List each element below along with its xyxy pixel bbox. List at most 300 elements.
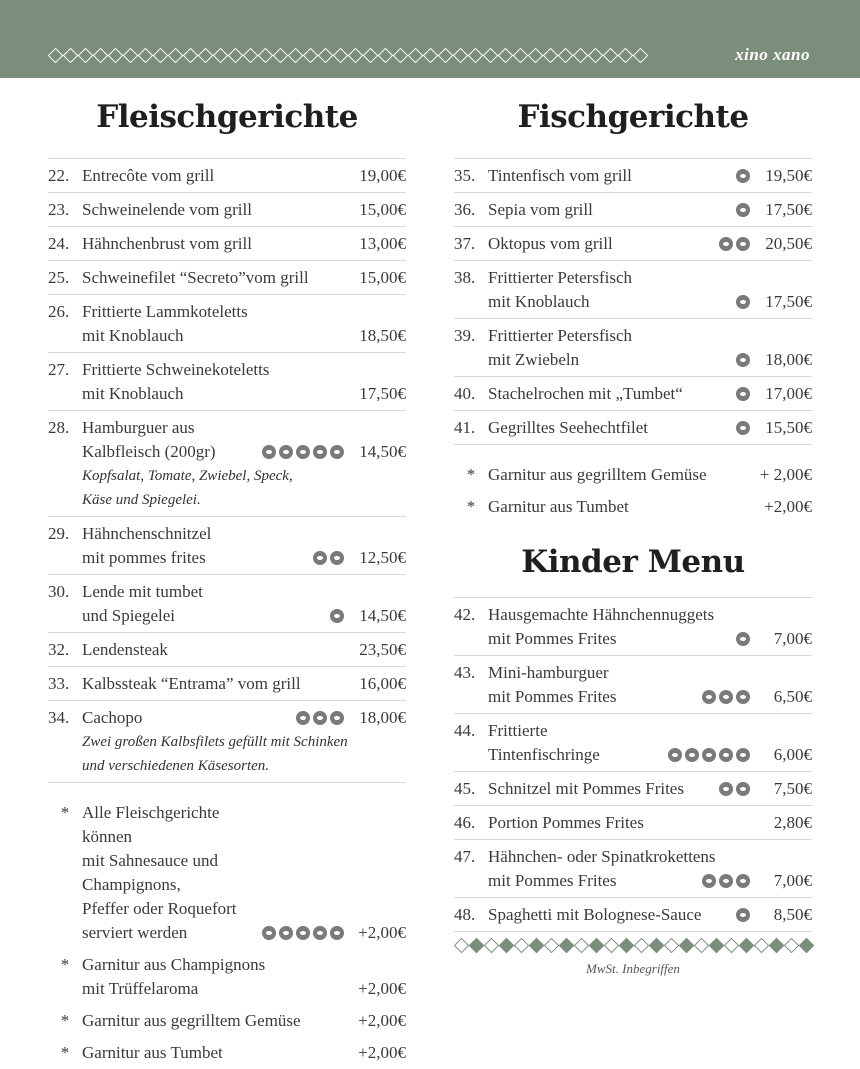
item-name: Portion Pommes Frites <box>488 813 644 832</box>
sulphite-icon <box>330 445 344 459</box>
diamond-icon <box>633 48 647 62</box>
item-price: 15,50€ <box>765 418 812 437</box>
item-name: Hamburguer aus <box>82 418 195 437</box>
section-title-kids: Kinder Menu <box>521 544 745 580</box>
garnish-note <box>48 949 406 1005</box>
allergen-icons <box>296 711 344 725</box>
egg-icon <box>279 445 293 459</box>
menu-item <box>454 772 812 806</box>
diamond-icon <box>543 48 557 62</box>
note-line: Garnitur aus Tumbet <box>82 1043 223 1062</box>
item-number: 32. <box>48 640 70 659</box>
item-price: 7,00€ <box>773 871 812 890</box>
note-price: +2,00€ <box>358 1011 406 1030</box>
section-title-meat: Fleischgerichte <box>96 99 358 135</box>
fish-icon <box>736 421 750 435</box>
item-price: 17,00€ <box>765 384 812 403</box>
diamond-icon <box>183 48 197 62</box>
menu-item <box>454 319 812 377</box>
diamond-icon <box>513 48 527 62</box>
diamond-icon <box>754 938 768 952</box>
asterisk: * <box>60 955 70 974</box>
item-line <box>454 685 812 709</box>
item-description: und verschiedenen Käsesorten. <box>82 758 270 774</box>
note-text <box>82 953 350 1001</box>
diamond-icon <box>694 938 708 952</box>
item-price: 14,50€ <box>359 442 406 461</box>
allergen-icons <box>702 874 750 888</box>
menu-item <box>48 701 406 783</box>
item-number: 22. <box>48 166 70 185</box>
header-band <box>0 0 860 78</box>
allergen-icons <box>736 387 750 401</box>
diamond-icon <box>318 48 332 62</box>
allergen-icons <box>736 295 750 309</box>
note-line: Pfeffer oder Roquefort <box>82 899 237 918</box>
gluten-icon <box>719 782 733 796</box>
item-name: Cachopo <box>82 708 143 727</box>
item-line <box>454 777 812 801</box>
celery-icon <box>736 874 750 888</box>
gluten-icon <box>668 748 682 762</box>
brand-name: xino xano <box>735 45 810 64</box>
note-line: mit Sahnesauce und Champignons, <box>82 851 218 894</box>
milk-icon <box>719 237 733 251</box>
egg-icon <box>736 632 750 646</box>
diamond-icon <box>469 938 483 952</box>
item-number: 46. <box>454 813 476 832</box>
item-name: mit Knoblauch <box>82 384 184 403</box>
item-line <box>454 198 812 222</box>
sesame-icon <box>736 690 750 704</box>
diamond-icon <box>799 938 813 952</box>
diamond-icon <box>574 938 588 952</box>
diamond-icon <box>348 48 362 62</box>
note-price: + 2,00€ <box>759 465 812 484</box>
item-line <box>48 198 406 222</box>
asterisk: * <box>466 465 476 484</box>
section-title-fish: Fischgerichte <box>517 99 749 135</box>
diamond-icon <box>258 48 272 62</box>
mustard-icon <box>719 690 733 704</box>
allergen-icons <box>719 782 750 796</box>
mustard-icon <box>313 445 327 459</box>
diamond-icon <box>153 48 167 62</box>
diamond-icon <box>408 48 422 62</box>
item-name: mit Zwiebeln <box>488 350 580 369</box>
allergen-icons <box>668 748 750 762</box>
note-line: serviert werden <box>82 923 188 942</box>
item-line <box>48 440 406 464</box>
item-name: mit Pommes Frites <box>488 871 617 890</box>
asterisk: * <box>60 1011 70 1030</box>
diamond-icon <box>123 48 137 62</box>
item-number: 27. <box>48 360 70 379</box>
menu-item <box>48 227 406 261</box>
menu-item <box>454 159 812 193</box>
item-name: Frittierter Petersfisch <box>488 268 632 287</box>
diamond-icon <box>453 48 467 62</box>
mollusc-icon <box>736 169 750 183</box>
item-line <box>454 266 812 290</box>
item-name: Frittierte <box>488 721 548 740</box>
item-name: Frittierte Lammkoteletts <box>82 302 248 321</box>
diamond-icon <box>108 48 122 62</box>
diamond-icon <box>619 938 633 952</box>
diamond-icon <box>48 48 62 62</box>
milk-icon <box>296 445 310 459</box>
diamond-icon <box>468 48 482 62</box>
item-price: 17,50€ <box>359 384 406 403</box>
vat-note: MwSt. Inbegriffen <box>586 961 680 976</box>
note-price: +2,00€ <box>764 497 812 516</box>
item-line <box>454 416 812 440</box>
diamond-icon <box>784 938 798 952</box>
item-number: 38. <box>454 268 476 287</box>
fish-icon <box>736 387 750 401</box>
diamond-icon <box>168 48 182 62</box>
item-price: 19,00€ <box>359 166 406 185</box>
item-number: 42. <box>454 605 476 624</box>
item-line <box>48 164 406 188</box>
item-line <box>48 416 406 440</box>
diamond-icon <box>333 48 347 62</box>
soy-icon <box>702 748 716 762</box>
item-number: 29. <box>48 524 70 543</box>
item-number: 43. <box>454 663 476 682</box>
diamond-icon <box>243 48 257 62</box>
item-price: 12,50€ <box>359 548 406 567</box>
item-name: Hausgemachte Hähnchennuggets <box>488 605 715 624</box>
note-text <box>488 495 756 519</box>
item-name: Tintenfisch vom grill <box>488 166 632 185</box>
diamond-icon <box>303 48 317 62</box>
item-number: 36. <box>454 200 476 219</box>
menu-item <box>454 377 812 411</box>
item-line <box>454 903 812 927</box>
note-line: Garnitur aus Tumbet <box>488 497 629 516</box>
diamond-icon <box>483 48 497 62</box>
item-line <box>48 300 406 324</box>
garnish-note <box>454 459 812 491</box>
garnish-note <box>48 1037 406 1069</box>
meat-column <box>48 92 406 1069</box>
item-price: 20,50€ <box>765 234 812 253</box>
fish-icon <box>736 353 750 367</box>
diamond-icon <box>499 938 513 952</box>
item-line <box>454 811 812 835</box>
item-line <box>48 546 406 570</box>
item-line <box>48 266 406 290</box>
item-price: 17,50€ <box>765 200 812 219</box>
menu-item <box>454 806 812 840</box>
item-number: 45. <box>454 779 476 798</box>
item-line <box>454 324 812 348</box>
diamond-icon <box>484 938 498 952</box>
menu-item <box>48 261 406 295</box>
item-line <box>48 522 406 546</box>
mustard-icon <box>330 926 344 940</box>
mollusc-icon <box>736 748 750 762</box>
item-price: 8,50€ <box>773 905 812 924</box>
item-price: 18,00€ <box>359 708 406 727</box>
menu-item <box>48 667 406 701</box>
item-number: 41. <box>454 418 476 437</box>
egg-icon <box>330 609 344 623</box>
diamond-icon <box>198 48 212 62</box>
meat-list <box>48 159 406 783</box>
menu-item <box>454 411 812 445</box>
diamond-icon <box>769 938 783 952</box>
diamond-icon <box>423 48 437 62</box>
diamond-icon <box>438 48 452 62</box>
item-line <box>454 164 812 188</box>
allergen-icons <box>736 203 750 217</box>
allergen-icons <box>330 609 344 623</box>
asterisk: * <box>466 497 476 516</box>
diamond-icon <box>498 48 512 62</box>
item-price: 18,00€ <box>765 350 812 369</box>
item-price: 18,50€ <box>359 326 406 345</box>
item-name: Hähnchenbrust vom grill <box>82 234 252 253</box>
item-number: 39. <box>454 326 476 345</box>
menu-item <box>48 295 406 353</box>
allergen-icons <box>736 908 750 922</box>
item-line <box>48 232 406 256</box>
diamond-icon <box>679 938 693 952</box>
item-line <box>454 232 812 256</box>
item-number: 25. <box>48 268 70 287</box>
allergen-icons <box>719 237 750 251</box>
fish-list <box>454 159 812 445</box>
note-price: +2,00€ <box>358 923 406 942</box>
diamond-icon <box>573 48 587 62</box>
egg-icon <box>702 874 716 888</box>
fish-icon <box>736 295 750 309</box>
item-price: 2,80€ <box>773 813 812 832</box>
diamond-icon <box>724 938 738 952</box>
item-price: 17,50€ <box>765 292 812 311</box>
item-name: mit Knoblauch <box>82 326 184 345</box>
menu-item <box>48 411 406 517</box>
item-name: Oktopus vom grill <box>488 234 613 253</box>
item-name: Frittierte Schweinekoteletts <box>82 360 270 379</box>
item-description: Zwei großen Kalbsfilets gefüllt mit Schinken <box>82 734 348 750</box>
gluten-icon <box>736 908 750 922</box>
item-line <box>454 348 812 372</box>
gluten-icon <box>702 690 716 704</box>
item-number: 28. <box>48 418 70 437</box>
menu-item <box>454 227 812 261</box>
item-number: 47. <box>454 847 476 866</box>
allergen-icons <box>736 421 750 435</box>
diamond-icon <box>228 48 242 62</box>
item-price: 15,00€ <box>359 200 406 219</box>
item-price: 7,00€ <box>773 629 812 648</box>
item-number: 33. <box>48 674 70 693</box>
item-price: 19,50€ <box>765 166 812 185</box>
diamond-icon <box>664 938 678 952</box>
item-line <box>454 290 812 314</box>
note-price: +2,00€ <box>358 1043 406 1062</box>
item-name: mit pommes frites <box>82 548 206 567</box>
note-line: Garnitur aus Champignons <box>82 955 266 974</box>
mollusc-icon <box>736 203 750 217</box>
item-name: Lendensteak <box>82 640 168 659</box>
item-name: mit Knoblauch <box>488 292 590 311</box>
note-line: Garnitur aus gegrilltem Gemüse <box>488 465 707 484</box>
item-name: Schweinefilet “Secreto”vom grill <box>82 268 309 287</box>
item-number: 30. <box>48 582 70 601</box>
menu-item <box>48 159 406 193</box>
item-name: Sepia vom grill <box>488 200 593 219</box>
item-number: 48. <box>454 905 476 924</box>
allergen-icons <box>262 926 344 940</box>
milk-icon <box>719 748 733 762</box>
diamond-icon <box>603 48 617 62</box>
item-line <box>48 706 406 730</box>
diamond-icon <box>634 938 648 952</box>
item-line <box>454 627 812 651</box>
item-line <box>48 324 406 348</box>
item-number: 44. <box>454 721 476 740</box>
gluten-icon <box>262 926 276 940</box>
item-name: Lende mit tumbet <box>82 582 203 601</box>
diamond-icon <box>288 48 302 62</box>
item-name: Schweinelende vom grill <box>82 200 252 219</box>
gluten-icon <box>296 711 310 725</box>
item-name: Gegrilltes Seehechtfilet <box>488 418 649 437</box>
diamond-border <box>48 48 647 62</box>
item-price: 6,50€ <box>773 687 812 706</box>
item-number: 24. <box>48 234 70 253</box>
fish-column <box>454 92 812 932</box>
item-price: 13,00€ <box>359 234 406 253</box>
item-price: 16,00€ <box>359 674 406 693</box>
diamond-icon <box>649 938 663 952</box>
item-description: Käse und Spiegelei. <box>82 492 201 508</box>
item-price: 14,50€ <box>359 606 406 625</box>
item-line <box>454 719 812 743</box>
garnish-note <box>454 491 812 523</box>
egg-icon <box>279 926 293 940</box>
diamond-icon <box>63 48 77 62</box>
item-name: und Spiegelei <box>82 606 176 625</box>
gluten-icon <box>313 551 327 565</box>
menu-item <box>48 633 406 667</box>
diamond-icon <box>528 48 542 62</box>
celery-icon <box>313 926 327 940</box>
diamond-icon <box>544 938 558 952</box>
item-name: Spaghetti mit Bolognese-Sauce <box>488 905 702 924</box>
mollusc-icon <box>736 237 750 251</box>
egg-icon <box>736 782 750 796</box>
garnish-note <box>48 1005 406 1037</box>
item-line <box>454 382 812 406</box>
fish-notes <box>454 459 812 523</box>
item-price: 6,00€ <box>773 745 812 764</box>
item-number: 23. <box>48 200 70 219</box>
item-number: 37. <box>454 234 476 253</box>
allergen-icons <box>313 551 344 565</box>
item-name: Entrecôte vom grill <box>82 166 215 185</box>
diamond-icon <box>589 938 603 952</box>
diamond-icon <box>454 938 468 952</box>
menu-item <box>48 517 406 575</box>
item-line <box>48 382 406 406</box>
item-number: 35. <box>454 166 476 185</box>
item-name: mit Pommes Frites <box>488 687 617 706</box>
item-line <box>454 743 812 767</box>
menu-item <box>454 898 812 932</box>
item-name: Mini-hamburguer <box>488 663 609 682</box>
meat-notes <box>48 797 406 1069</box>
item-price: 7,50€ <box>773 779 812 798</box>
item-name: Hähnchenschnitzel <box>82 524 212 543</box>
note-text <box>82 1009 350 1033</box>
diamond-icon <box>213 48 227 62</box>
diamond-icon <box>514 938 528 952</box>
item-price: 23,50€ <box>359 640 406 659</box>
note-line: mit Trüffelaroma <box>82 979 199 998</box>
allergen-icons <box>702 690 750 704</box>
kids-list <box>454 598 812 932</box>
diamond-icon <box>378 48 392 62</box>
note-line: Garnitur aus gegrilltem Gemüse <box>82 1011 301 1030</box>
item-number: 34. <box>48 708 70 727</box>
item-line <box>48 358 406 382</box>
item-line <box>454 661 812 685</box>
menu-item <box>48 353 406 411</box>
milk-icon <box>330 711 344 725</box>
menu-item <box>454 598 812 656</box>
crustacean-icon <box>685 748 699 762</box>
menu-item <box>48 193 406 227</box>
item-name: Frittierter Petersfisch <box>488 326 632 345</box>
item-name: mit Pommes Frites <box>488 629 617 648</box>
menu-item <box>454 840 812 898</box>
diamond-icon <box>709 938 723 952</box>
item-number: 40. <box>454 384 476 403</box>
diamond-icon <box>558 48 572 62</box>
note-text <box>82 801 258 945</box>
note-price: +2,00€ <box>358 979 406 998</box>
item-description: Kopfsalat, Tomate, Zwiebel, Speck, <box>82 468 293 484</box>
note-line: Alle Fleischgerichte können <box>82 803 220 846</box>
milk-icon <box>296 926 310 940</box>
item-line <box>48 604 406 628</box>
item-line <box>454 869 812 893</box>
diamond-icon <box>604 938 618 952</box>
garnish-note <box>48 797 406 949</box>
note-text <box>488 463 756 487</box>
allergen-icons <box>736 632 750 646</box>
note-text <box>82 1041 350 1065</box>
item-name: Tintenfischringe <box>488 745 600 764</box>
menu-item <box>48 575 406 633</box>
allergen-icons <box>736 169 750 183</box>
item-line <box>48 672 406 696</box>
menu-item <box>454 261 812 319</box>
item-line <box>48 580 406 604</box>
item-number: 26. <box>48 302 70 321</box>
menu-item <box>454 714 812 772</box>
milk-icon <box>719 874 733 888</box>
item-name: Hähnchen- oder Spinatkrokettens <box>488 847 716 866</box>
diamond-icon <box>739 938 753 952</box>
egg-icon <box>330 551 344 565</box>
diamond-icon <box>618 48 632 62</box>
